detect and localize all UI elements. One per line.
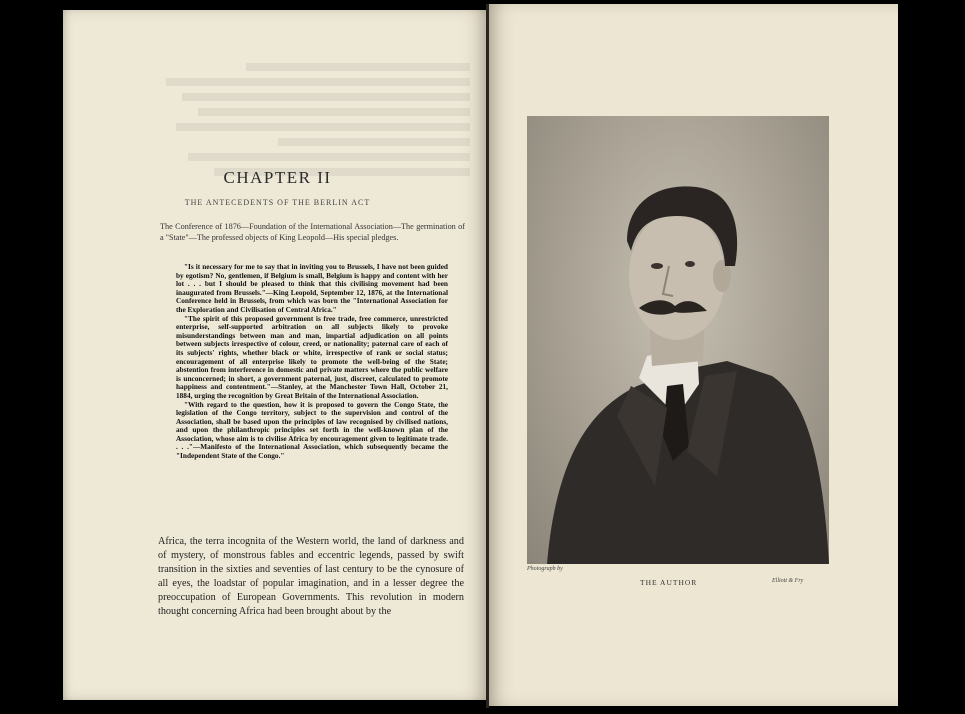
epigraph-quote: "Is it necessary for me to say that in inviting you to Brussels, I have not been guided by egotism? No, gentlemen, if Belgium is small, Belgium is happy and content with her lot . . . but I should be pleased to think that this civilising movement had been inaugurated from Brussels."—King Leopold, September 12, 1876, at the International Conference held in Brussels, from which was born the "International Association for the Exploration and Civilisation of Central Africa." <box>176 262 448 314</box>
photo-caption: THE AUTHOR <box>640 578 698 587</box>
author-portrait <box>527 116 829 564</box>
photo-credit-label: Photograph by <box>527 566 563 572</box>
book-gutter <box>486 4 489 708</box>
bleed-through-text <box>150 56 470 176</box>
body-paragraph: Africa, the terra incognita of the Western world, the land of darkness and of mystery, of monstrous fables and eccentric legends, passed by swift transition in the sixties and seventies of last century to be the cynosure of all eyes, the loadstar of popular imagination, and in a lesser degree the preoccupation of European Governments. This revolution in modern thought concerning Africa had been brought about by the <box>158 536 464 618</box>
chapter-title: THE ANTECEDENTS OF THE BERLIN ACT <box>184 198 371 207</box>
portrait-photo <box>527 116 829 564</box>
epigraph-block <box>176 263 448 461</box>
epigraph-quote: "With regard to the question, how it is proposed to govern the Congo State, the legislation of the Congo territory, subject to the supervision and control of the Association, shall be based upon the principles of law recognised by civilised nations, and upon the philanthropic principles set forth in the well-known plan of the Association, whose aim is to civilise Africa by encouragement given to legitimate trade. . . ."—Manifesto of the International Association, which subsequently became the "Independent State of the Congo." <box>176 399 448 461</box>
photographer-credit: Elliott & Fry <box>772 578 804 584</box>
epigraph-quote: "The spirit of this proposed government is free trade, free commerce, unrestricted enterprise, self-supported arbitration on all subjects likely to provoke misunderstandings between man and man, impartial adjudication on all points between subjects irrespective of colour, creed, or nationality; paternal care of each of its subjects' rights, whether black or white, irrespective of rank or social status; encouragement of all enterprise likely to promote the well-being of the State; abstention from interference in domestic and private matters where the public welfare is unconcerned; in short, a government paternal, just, discreet, calculated to promote happiness and contentment."—Stanley, at the Manchester Town Hall, October 21, 1884, urging the recognition by Great Britain of the International Association. <box>176 313 448 400</box>
chapter-synopsis: The Conference of 1876—Foundation of the International Association—The germination of a "State"—The professed objects of King Leopold—His special pledges. <box>160 222 465 242</box>
chapter-heading: CHAPTER II <box>223 168 332 187</box>
